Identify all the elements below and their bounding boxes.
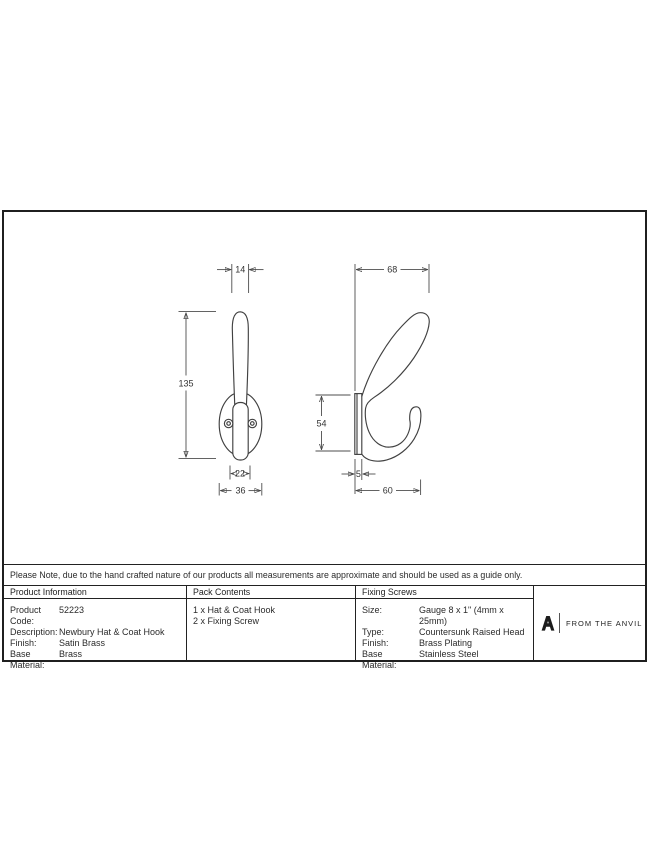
side-view-drawing [355, 313, 429, 461]
front-view-drawing [219, 312, 262, 460]
screw-type-row [362, 627, 531, 638]
pack-contents-section [187, 586, 356, 660]
screw-size-row [362, 605, 531, 627]
dim-front-stem-width [230, 466, 250, 480]
dim-label: 5 [355, 469, 361, 479]
side-backplate [355, 394, 362, 455]
description-row [10, 627, 184, 638]
field-label: Base Material: [10, 649, 45, 670]
field-value: Countersunk Raised Head [419, 627, 525, 637]
field-value: Brass [59, 649, 83, 659]
screw-finish-row [362, 638, 531, 649]
brand-divider [559, 613, 560, 633]
anvil-logo-icon [541, 615, 555, 631]
screw-material-row [362, 649, 531, 671]
dim-side-plate-thickness [342, 459, 376, 494]
dim-label: 60 [382, 485, 393, 496]
brand-cell [534, 586, 645, 660]
field-label: Description: [10, 627, 58, 637]
field-value: 52223 [59, 605, 85, 615]
dim-label: 14 [235, 264, 246, 275]
dim-label: 36 [235, 485, 246, 496]
front-hook-stem [233, 403, 248, 461]
fixing-screws-section [356, 586, 534, 670]
field-value: Gauge 8 x 1" (4mm x 25mm) [419, 605, 504, 626]
field-label: Base Material: [362, 649, 397, 670]
screw-hole-right [248, 419, 256, 427]
screw-hole-left [224, 419, 232, 427]
measurement-note-text: Please Note, due to the hand crafted nature of our products all measurements are approximate and should be used as a guide only. [10, 570, 523, 580]
dim-front-top-width [217, 264, 264, 293]
product-information-header: Product Information [4, 586, 186, 599]
dim-label: 68 [387, 264, 398, 275]
measurement-note [4, 564, 645, 586]
finish-row [10, 638, 184, 649]
dim-side-plate-height [316, 395, 351, 451]
field-label: Product Code: [10, 605, 42, 626]
pack-item: 2 x Fixing Screw [193, 616, 260, 626]
brand-name: FROM THE ANVIL [566, 618, 643, 628]
field-label: Size: [362, 605, 383, 615]
field-label: Finish: [10, 638, 37, 648]
pack-item: 1 x Hat & Coat Hook [193, 605, 276, 615]
dim-front-height [178, 312, 216, 459]
field-value: Satin Brass [59, 638, 106, 648]
field-label: Finish: [362, 638, 389, 648]
field-value: Brass Plating [419, 638, 473, 648]
fixing-screws-header: Fixing Screws [356, 586, 533, 599]
dim-label: 22 [234, 468, 246, 479]
dim-label: 54 [316, 418, 327, 429]
side-hook-profile [362, 313, 429, 461]
dim-side-depth [355, 264, 429, 391]
field-value: Stainless Steel [419, 649, 479, 659]
pack-contents-header: Pack Contents [187, 586, 355, 599]
front-hook-blade [232, 312, 248, 406]
field-label: Type: [362, 627, 385, 637]
technical-drawing [4, 212, 645, 564]
product-code-row [10, 605, 184, 627]
base-material-row [10, 649, 184, 671]
drawing-frame [2, 210, 647, 670]
product-information-section [4, 586, 187, 670]
field-value: Newbury Hat & Coat Hook [59, 627, 165, 637]
dim-side-projection [356, 480, 421, 496]
dim-front-base-width [219, 483, 262, 496]
dim-label: 135 [178, 378, 194, 389]
spec-table [4, 564, 645, 670]
